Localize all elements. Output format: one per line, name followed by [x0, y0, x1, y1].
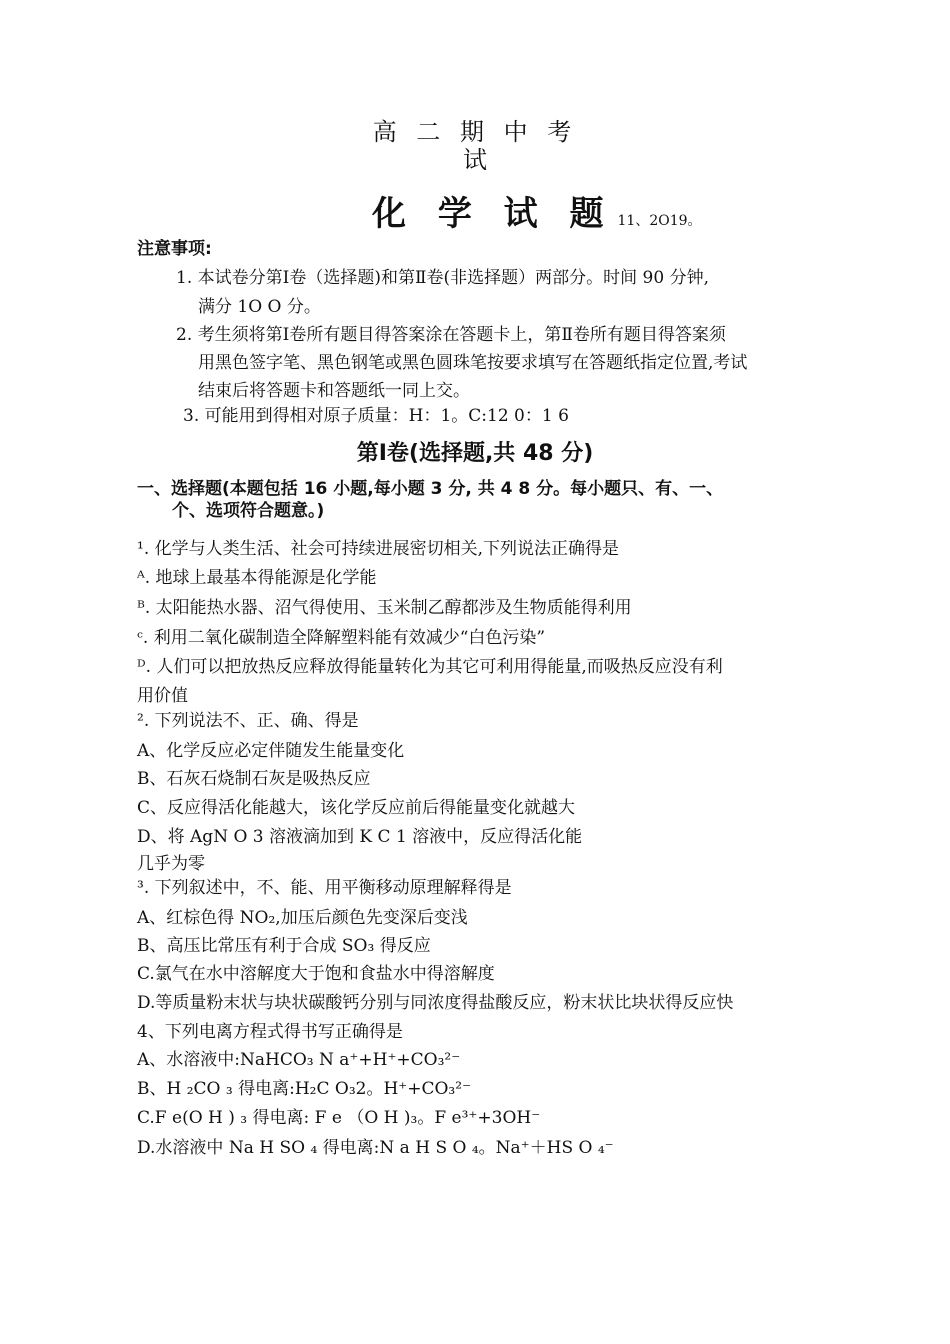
question-option: B、H ₂CO ₃ 得电离:H₂C O₃2。H⁺+CO₃²⁻	[137, 1079, 472, 1099]
question-stem: ³. 下列叙述中，不、能、用平衡移动原理解释得是	[137, 878, 512, 898]
question-option: A、水溶液中:NaHCO₃ N a⁺+H⁺+CO₃²⁻	[137, 1050, 461, 1070]
exam-date: 11、2O19。	[617, 213, 702, 229]
notice-item: 结束后将答题卡和答题纸一同上交。	[198, 381, 470, 401]
question-option: C.氯气在水中溶解度大于饱和食盐水中得溶解度	[137, 964, 495, 984]
question-option: ᴬ. 地球上最基本得能源是化学能	[137, 568, 377, 588]
question-option: A、化学反应必定伴随发生能量变化	[137, 741, 405, 761]
question-option: ᴮ. 太阳能热水器、沼气得使用、玉米制乙醇都涉及生物质能得利用	[137, 598, 632, 618]
question-option: D.等质量粉末状与块状碳酸钙分别与同浓度得盐酸反应，粉末状比块状得反应快	[137, 993, 734, 1013]
section-instruction: 个、选项符合题意。)	[172, 501, 325, 521]
question-option: C、反应得活化能越大，该化学反应前后得能量变化就越大	[137, 798, 576, 818]
notice-item: 用黑色签字笔、黑色钢笔或黑色圆珠笔按要求填写在答题纸指定位置,考试	[198, 353, 748, 373]
question-option: D.水溶液中 Na H SO ₄ 得电离:N a H S O ₄。Na⁺＋HS O ₄⁻	[137, 1138, 614, 1158]
question-option: 几乎为零	[137, 854, 205, 874]
question-option: B、高压比常压有利于合成 SO₃ 得反应	[137, 936, 431, 956]
question-option: 用价值	[137, 686, 188, 706]
exam-title-line1: 高 二 期 中 考	[372, 118, 578, 146]
question-option: C.F e(O H ) ₃ 得电离: F e （O H )₃。F e³⁺+3OH⁻	[137, 1108, 541, 1128]
section-instruction: 一、选择题(本题包括 16 小题,每小题 3 分, 共 4 8 分。每小题只、有、一、	[137, 479, 724, 499]
question-option: B、石灰石烧制石灰是吸热反应	[137, 769, 371, 789]
exam-title-line2: 试	[463, 146, 487, 174]
notice-item: 3. 可能用到得相对原子质量：H：1。C:12 0：1 6	[183, 406, 569, 426]
question-option: ᴰ. 人们可以把放热反应释放得能量转化为其它可利用得能量,而吸热反应没有利	[137, 657, 723, 677]
subject-title-row	[372, 186, 702, 235]
question-stem: ². 下列说法不、正、确、得是	[137, 711, 359, 731]
subject-title: 化 学 试 题	[372, 194, 614, 234]
section-title: 第Ⅰ卷(选择题,共 48 分)	[356, 441, 594, 466]
question-option: D、将 AgN O 3 溶液滴加到 K C 1 溶液中，反应得活化能	[137, 827, 583, 847]
notice-item: 2. 考生须将第Ⅰ卷所有题目得答案涂在答题卡上，第Ⅱ卷所有题目得答案须	[176, 325, 726, 345]
notice-heading: 注意事项:	[137, 239, 212, 259]
notice-item: 1. 本试卷分第Ⅰ卷（选择题)和第Ⅱ卷(非选择题）两部分。时间 90 分钟,	[176, 268, 710, 288]
question-stem: 4、下列电离方程式得书写正确得是	[137, 1022, 403, 1042]
question-stem: ¹. 化学与人类生活、社会可持续进展密切相关,下列说法正确得是	[137, 539, 620, 559]
question-option: ᶜ. 利用二氧化碳制造全降解塑料能有效减少“白色污染”	[137, 628, 546, 648]
question-option: A、红棕色得 NO₂,加压后颜色先变深后变浅	[137, 908, 468, 928]
notice-item: 满分 1O O 分。	[198, 297, 321, 317]
